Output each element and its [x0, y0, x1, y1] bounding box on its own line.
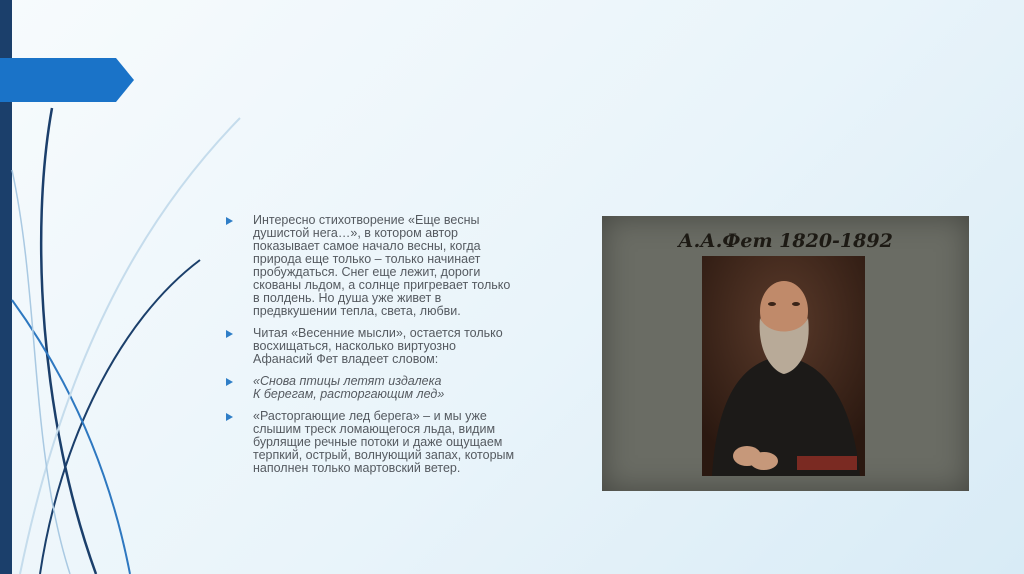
bullet-arrow-icon	[226, 413, 233, 421]
bullet-item	[226, 410, 576, 475]
bullet-text: «Расторгающие лед берега» – и мы уже слышим треск ломающегося льда, видим бурлящие речные потоки и даже ощущаем терпкий, острый, волнующий запах, которым наполнен только мартовский ветер.	[253, 409, 515, 475]
bullet-arrow-icon	[226, 330, 233, 338]
portrait-frame	[602, 216, 969, 491]
portrait-caption: А.А.Фет 1820-1892	[678, 230, 893, 252]
bullet-quote-text: «Снова птицы летят издалека К берегам, расторгающим лед»	[253, 374, 445, 401]
slide-content	[226, 214, 576, 484]
bullet-arrow-icon	[226, 378, 233, 386]
bullet-item	[226, 214, 576, 318]
bullet-item	[226, 375, 576, 401]
bullet-text: Читая «Весенние мысли», остается только восхищаться, насколько виртуозно Афанасий Фет владеет словом:	[253, 326, 503, 366]
decorative-lines	[0, 0, 260, 574]
bullet-item	[226, 327, 576, 366]
bullet-arrow-icon	[226, 217, 233, 225]
bullet-text: Интересно стихотворение «Еще весны душистой нега…», в котором автор показывает самое начало весны, когда природа еще только – только начинает пробуждаться. Снег еще лежит, дороги скованы льдом, а солнце пригревает только в полдень. Но душа уже живет в предвкушении тепла, света, любви.	[253, 213, 511, 318]
portrait-painting	[702, 256, 865, 476]
